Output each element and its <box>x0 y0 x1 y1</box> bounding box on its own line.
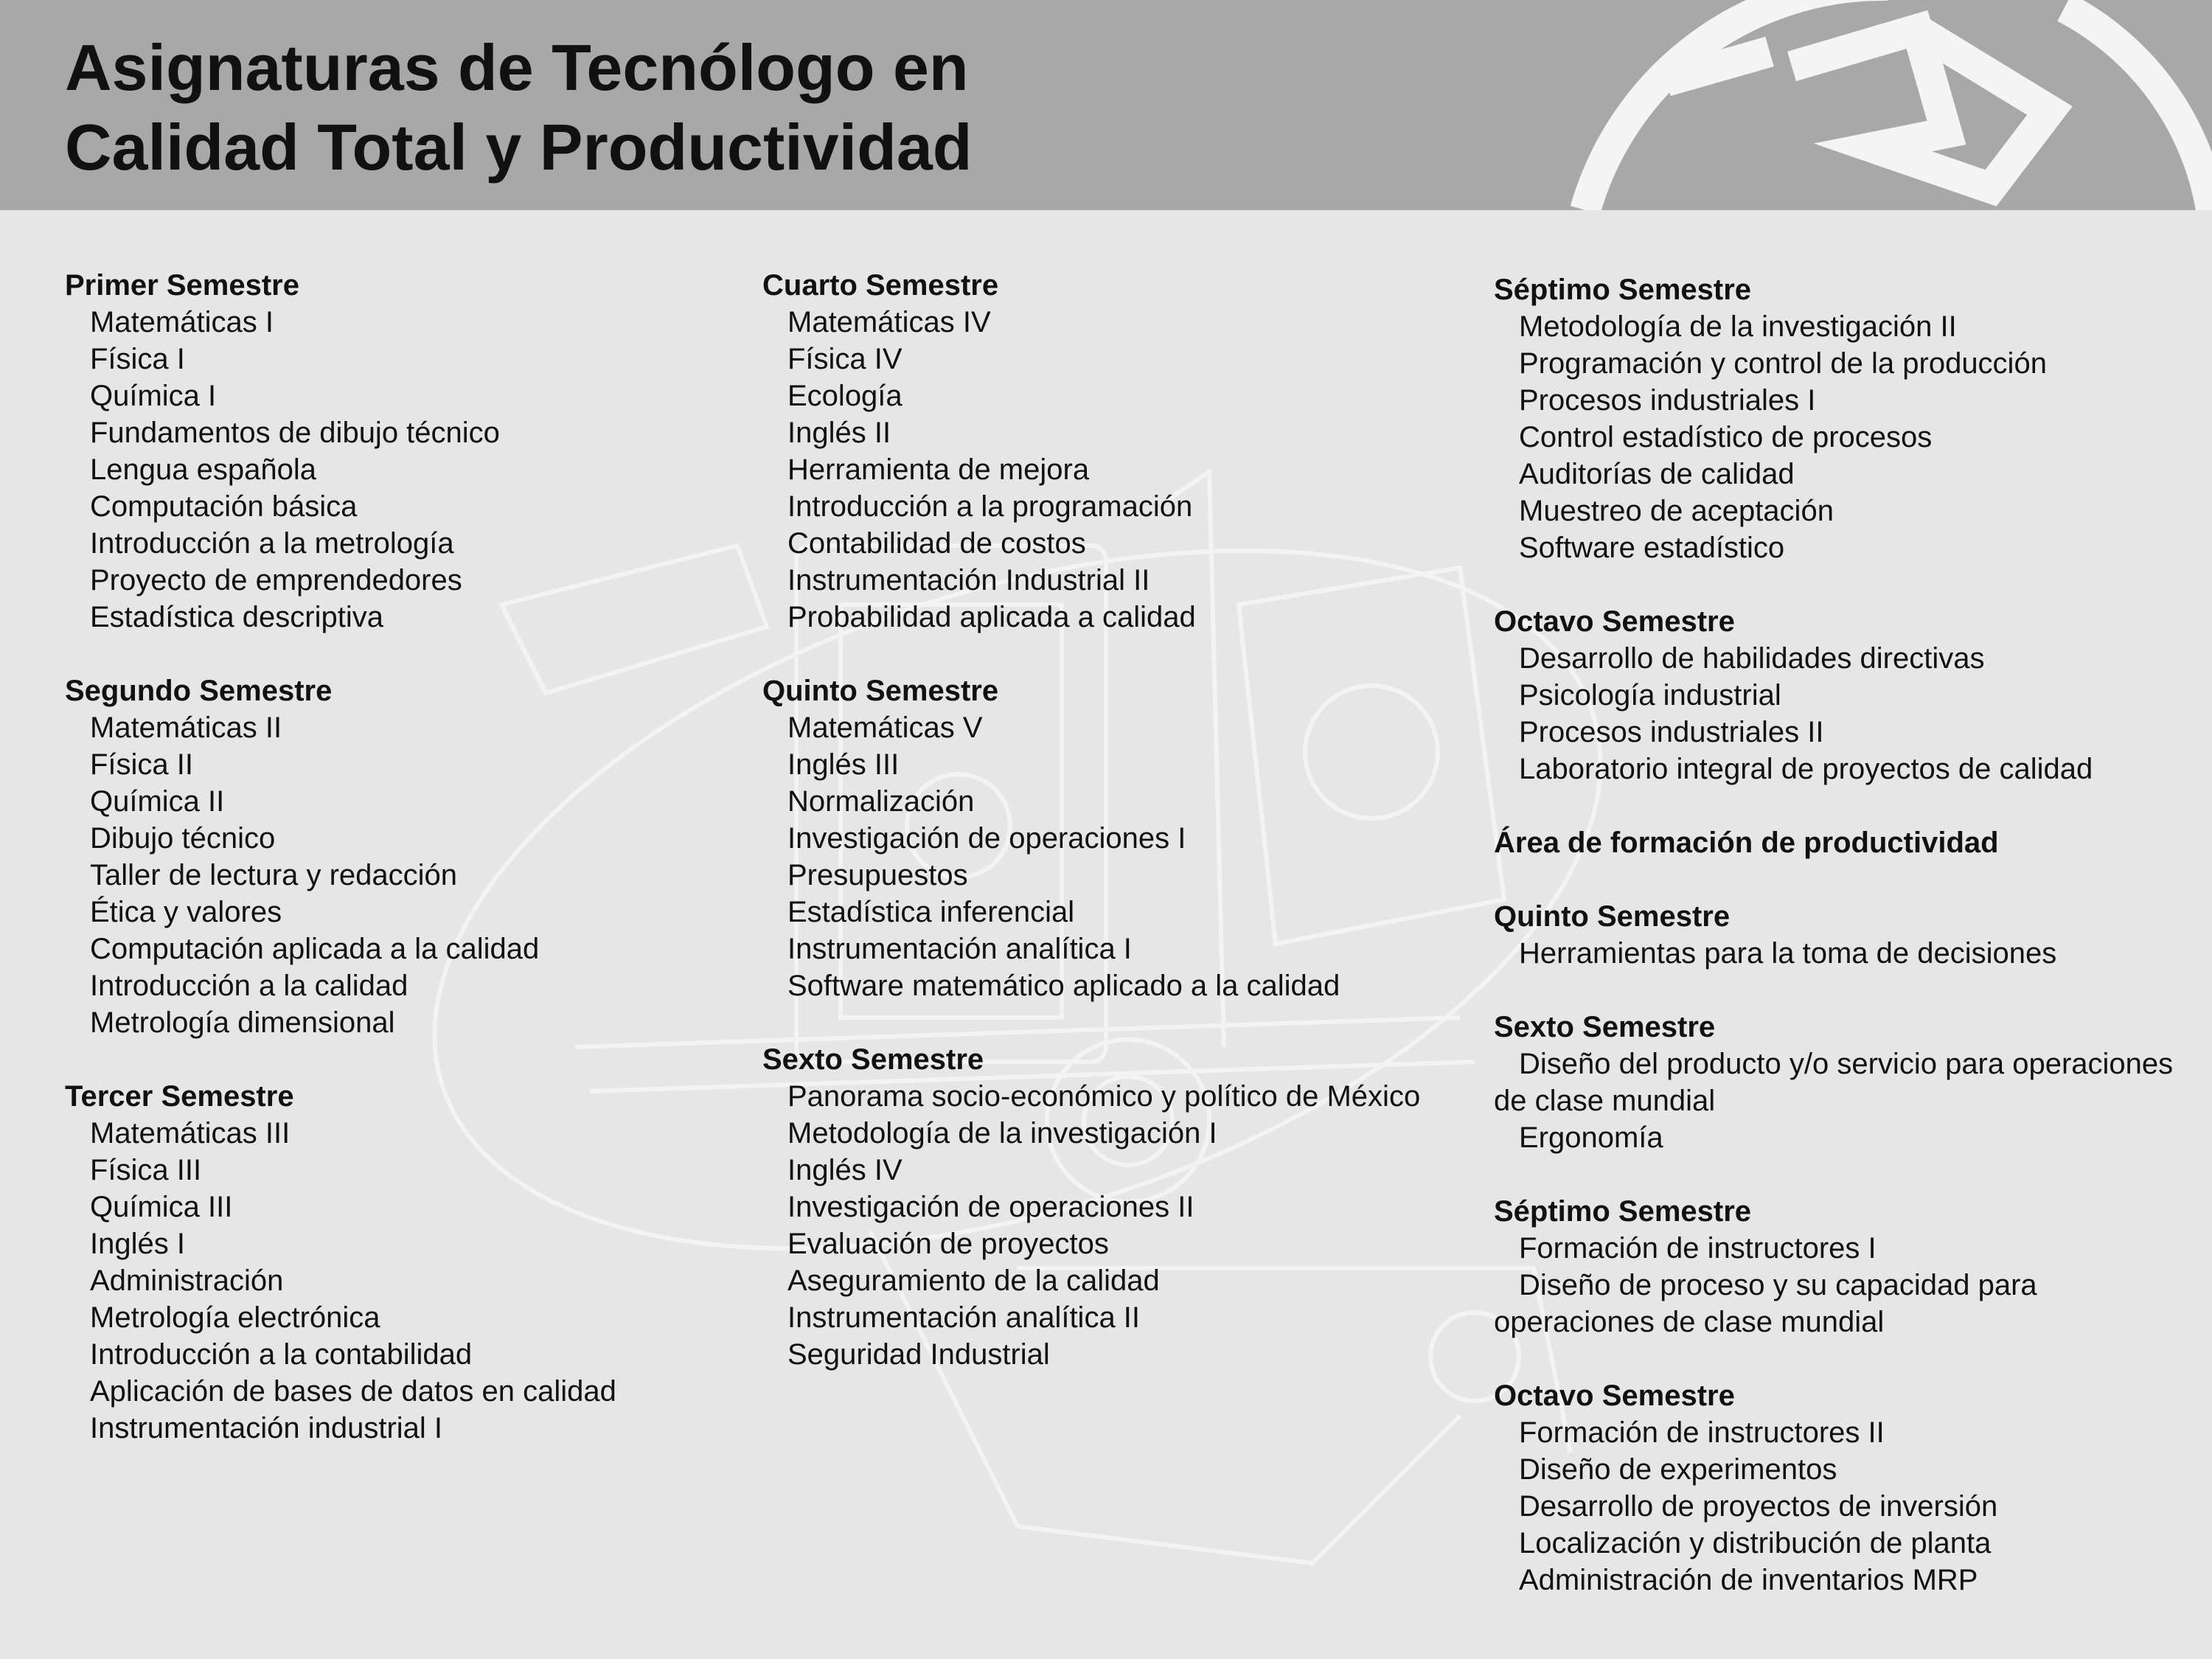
subject-list <box>1494 1414 2187 1599</box>
subject-item: Matemáticas III <box>90 1117 291 1150</box>
semester-section <box>762 672 1470 1004</box>
subject-item: Química II <box>90 785 225 818</box>
subject-item: Computación básica <box>90 490 358 523</box>
subject-item: Proyecto de emprendedores <box>90 564 462 597</box>
subject-item: Inglés I <box>90 1228 185 1260</box>
subject-item: Contabilidad de costos <box>787 527 1086 560</box>
subject-item: Probabilidad aplicada a calidad <box>787 601 1196 633</box>
subject-list <box>65 709 751 1041</box>
subject-item: Administración <box>90 1265 284 1297</box>
semester-section <box>1494 603 2187 787</box>
subject-item: Matemáticas I <box>90 306 274 338</box>
area-section <box>1494 1193 2187 1340</box>
subject-item: Metrología electrónica <box>90 1301 380 1334</box>
semester-title: Sexto Semestre <box>762 1043 984 1076</box>
semester-section <box>65 1078 751 1447</box>
semester-title: Quinto Semestre <box>762 675 999 707</box>
page-title <box>65 28 1318 187</box>
subject-item: Software estadístico <box>1519 532 1785 564</box>
subject-item: Panorama socio-económico y político de México <box>787 1080 1421 1113</box>
area-section <box>1494 1377 2187 1599</box>
subject-list <box>1494 308 2187 566</box>
subject-item: Formación de instructores II <box>1519 1416 1885 1449</box>
semester-section <box>762 1041 1470 1373</box>
subject-item: Metodología de la investigación II <box>1519 310 1957 343</box>
subject-list <box>1494 1230 2187 1340</box>
subject-item: Psicología industrial <box>1519 679 1781 712</box>
subject-item: Diseño de proceso y su capacidad para operaciones de clase mundial <box>1494 1269 2037 1338</box>
subject-item: Laboratorio integral de proyectos de calidad <box>1519 753 2093 785</box>
subject-item: Administración de inventarios MRP <box>1519 1564 1978 1596</box>
column-1 <box>65 267 751 1484</box>
column-2 <box>762 267 1470 1410</box>
subject-item: Control estadístico de procesos <box>1519 421 1933 453</box>
subject-item: Programación y control de la producción <box>1519 347 2047 380</box>
semester-section <box>1494 271 2187 566</box>
subject-item: Estadística inferencial <box>787 896 1075 928</box>
subject-item: Localización y distribución de planta <box>1519 1527 1992 1559</box>
subject-item: Desarrollo de proyectos de inversión <box>1519 1490 1998 1523</box>
semester-title: Octavo Semestre <box>1494 605 1735 638</box>
semester-title: Séptimo Semestre <box>1494 1195 1752 1228</box>
subject-list <box>1494 935 2187 972</box>
subject-item: Química III <box>90 1191 233 1223</box>
semester-title: Octavo Semestre <box>1494 1380 1735 1412</box>
subject-item: Química I <box>90 380 217 412</box>
subject-item: Formación de instructores I <box>1519 1232 1877 1265</box>
subject-item: Aseguramiento de la calidad <box>787 1265 1160 1297</box>
subject-item: Ecología <box>787 380 902 412</box>
subject-list <box>762 304 1470 636</box>
subject-item: Procesos industriales I <box>1519 384 1816 417</box>
subject-item: Física II <box>90 748 194 781</box>
subject-item: Metrología dimensional <box>90 1006 395 1039</box>
subject-item: Desarrollo de habilidades directivas <box>1519 642 1985 675</box>
subject-item: Matemáticas V <box>787 712 983 744</box>
area-section <box>1494 898 2187 972</box>
header-bar <box>0 0 2212 210</box>
subject-list <box>1494 1046 2187 1156</box>
subject-item: Instrumentación industrial I <box>90 1412 443 1444</box>
subject-item: Aplicación de bases de datos en calidad <box>90 1375 616 1408</box>
subject-item: Diseño de experimentos <box>1519 1453 1837 1486</box>
subject-item: Investigación de operaciones II <box>787 1191 1194 1223</box>
subject-item: Instrumentación Industrial II <box>787 564 1150 597</box>
subject-item: Dibujo técnico <box>90 822 276 855</box>
subject-item: Auditorías de calidad <box>1519 458 1795 490</box>
column-3 <box>1494 271 2187 1635</box>
subject-item: Estadística descriptiva <box>90 601 383 633</box>
semester-title: Primer Semestre <box>65 269 299 302</box>
subject-item: Instrumentación analítica II <box>787 1301 1141 1334</box>
semester-title: Quinto Semestre <box>1494 900 1731 933</box>
subject-item: Herramienta de mejora <box>787 453 1090 486</box>
subject-item: Ergonomía <box>1519 1121 1663 1154</box>
subject-item: Introducción a la programación <box>787 490 1193 523</box>
semester-section <box>65 267 751 636</box>
subject-item: Software matemático aplicado a la calidad <box>787 970 1340 1002</box>
semester-title: Sexto Semestre <box>1494 1011 1716 1043</box>
subject-item: Presupuestos <box>787 859 968 891</box>
subject-item: Normalización <box>787 785 975 818</box>
institution-logo-icon <box>1534 0 2212 210</box>
subject-item: Instrumentación analítica I <box>787 933 1132 965</box>
subject-item: Introducción a la contabilidad <box>90 1338 473 1371</box>
subject-list <box>65 304 751 636</box>
semester-title: Tercer Semestre <box>65 1080 294 1113</box>
subject-item: Inglés IV <box>787 1154 902 1186</box>
semester-section <box>65 672 751 1041</box>
subject-item: Inglés III <box>787 748 900 781</box>
subject-list <box>762 1078 1470 1373</box>
subject-item: Fundamentos de dibujo técnico <box>90 417 500 449</box>
subject-item: Matemáticas II <box>90 712 282 744</box>
subject-item: Taller de lectura y redacción <box>90 859 458 891</box>
semester-title: Séptimo Semestre <box>1494 274 1752 306</box>
subject-item: Evaluación de proyectos <box>787 1228 1109 1260</box>
semester-title: Cuarto Semestre <box>762 269 999 302</box>
subject-list <box>1494 640 2187 787</box>
title-line-1: Asignaturas de Tecnólogo en <box>65 31 969 104</box>
subject-item: Procesos industriales II <box>1519 716 1824 748</box>
subject-item: Introducción a la calidad <box>90 970 408 1002</box>
subject-item: Herramientas para la toma de decisiones <box>1519 937 2057 970</box>
subject-list <box>762 709 1470 1004</box>
area-section <box>1494 1009 2187 1156</box>
semester-title: Segundo Semestre <box>65 675 333 707</box>
subject-item: Muestreo de aceptación <box>1519 495 1834 527</box>
subject-item: Introducción a la metrología <box>90 527 454 560</box>
area-title: Área de formación de productividad <box>1494 827 1999 859</box>
subject-item: Investigación de operaciones I <box>787 822 1186 855</box>
subject-item: Lengua española <box>90 453 316 486</box>
subject-item: Diseño del producto y/o servicio para operaciones de clase mundial <box>1494 1048 2174 1117</box>
subject-item: Computación aplicada a la calidad <box>90 933 540 965</box>
semester-section <box>762 267 1470 636</box>
subject-item: Física IV <box>787 343 902 375</box>
subject-item: Ética y valores <box>90 896 282 928</box>
subject-item: Física III <box>90 1154 202 1186</box>
subject-item: Física I <box>90 343 185 375</box>
subject-list <box>65 1115 751 1447</box>
title-line-2: Calidad Total y Productividad <box>65 111 973 184</box>
subject-item: Inglés II <box>787 417 891 449</box>
subject-item: Metodología de la investigación I <box>787 1117 1217 1150</box>
subject-item: Matemáticas IV <box>787 306 991 338</box>
subject-item: Seguridad Industrial <box>787 1338 1050 1371</box>
